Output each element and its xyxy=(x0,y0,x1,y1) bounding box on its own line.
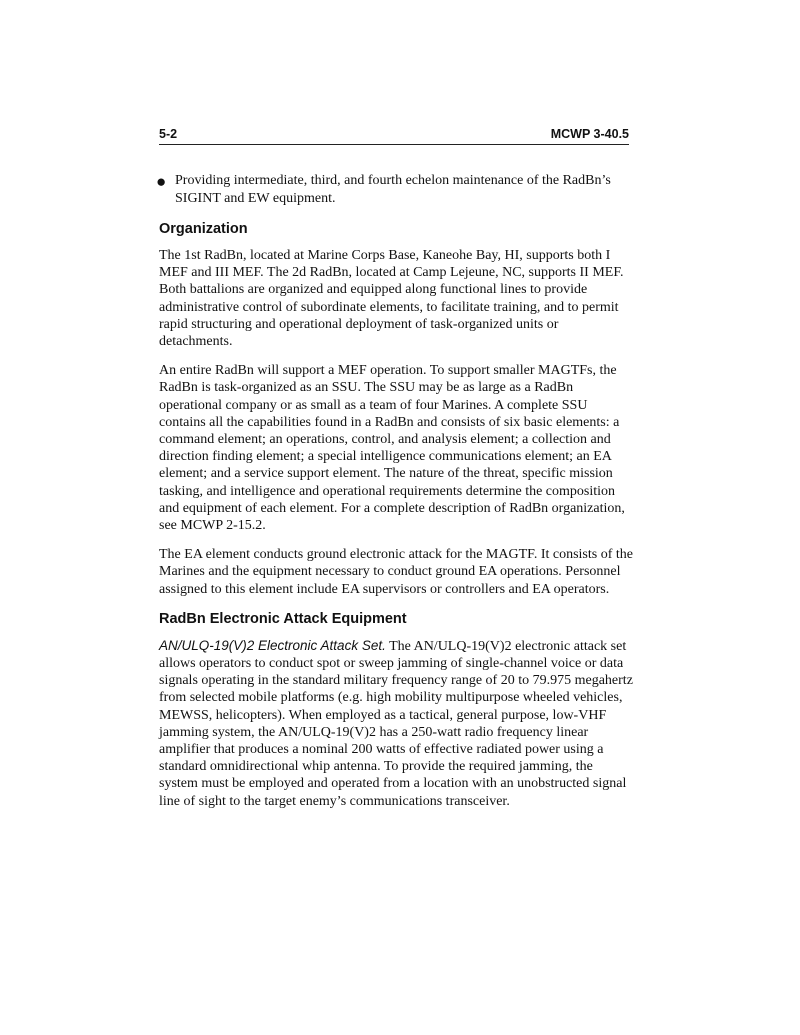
organization-paragraph-2: An entire RadBn will support a MEF operation. To support smaller MAGTFs, the RadBn is task-organized as an SSU. The SSU may be as large as a RadBn operational company or as small as a team of four Marines. A complete SSU contains all the capabilities found in a RadBn and consists of six basic elements: a command element; an operations, control, and analysis element; a collection and direction finding element; a special intelligence communications element; an EA element; and a service support element. The nature of the threat, specific mission tasking, and intelligence and operational requirements determine the composition and equipment of each element. For a complete description of RadBn organization, see MCWP 2-15.2. xyxy=(159,363,625,534)
section-heading-organization: Organization xyxy=(159,221,248,237)
bullet-text: Providing intermediate, third, and fourth echelon maintenance of the RadBn’s SIGINT and EW equipment. xyxy=(175,173,611,206)
publication-id: MCWP 3-40.5 xyxy=(550,127,629,141)
equipment-paragraph xyxy=(159,637,633,810)
equipment-lead-title: AN/ULQ-19(V)2 Electronic Attack Set. xyxy=(159,637,386,653)
page-content xyxy=(156,172,633,822)
section-heading-equipment: RadBn Electronic Attack Equipment xyxy=(159,610,407,627)
bullet-list-item xyxy=(156,172,633,208)
bullet-icon: ● xyxy=(156,172,167,191)
organization-paragraph-3: The EA element conducts ground electronic attack for the MAGTF. It consists of the Marines and the equipment necessary to conduct ground EA operations. Personnel assigned to this element include EA supervisors or controllers and EA operators. xyxy=(159,547,633,597)
running-header xyxy=(159,127,629,145)
organization-paragraph-1: The 1st RadBn, located at Marine Corps Base, Kaneohe Bay, HI, supports both I MEF and III MEF. The 2d RadBn, located at Camp Lejeune, NC, supports II MEF. Both battalions are organized and equipped along functional lines to provide administrative control of subordinate elements, to facilitate training, and to permit rapid structuring and operational deployment of task-organized units or detachments. xyxy=(159,248,624,350)
equipment-body-text: The AN/ULQ-19(V)2 electronic attack set allows operators to conduct spot or sweep jamming of single-channel voice or data signals operating in the standard military frequency range of 20 to 79.975 megahertz from selected mobile platforms (e.g. high mobility multipurpose wheeled vehicles, MEWSS, helicopters). When employed as a tactical, general purpose, low-VHF jamming system, the AN/ULQ-19(V)2 has a 250-watt radio frequency linear amplifier that produces a nominal 200 watts of effective radiated power using a standard omnidirectional whip antenna. To provide the required jamming, the system must be employed and operated from a location with an unobstructed signal line of sight to the target enemy’s communications transceiver. xyxy=(159,638,633,809)
page-number: 5-2 xyxy=(159,127,178,141)
